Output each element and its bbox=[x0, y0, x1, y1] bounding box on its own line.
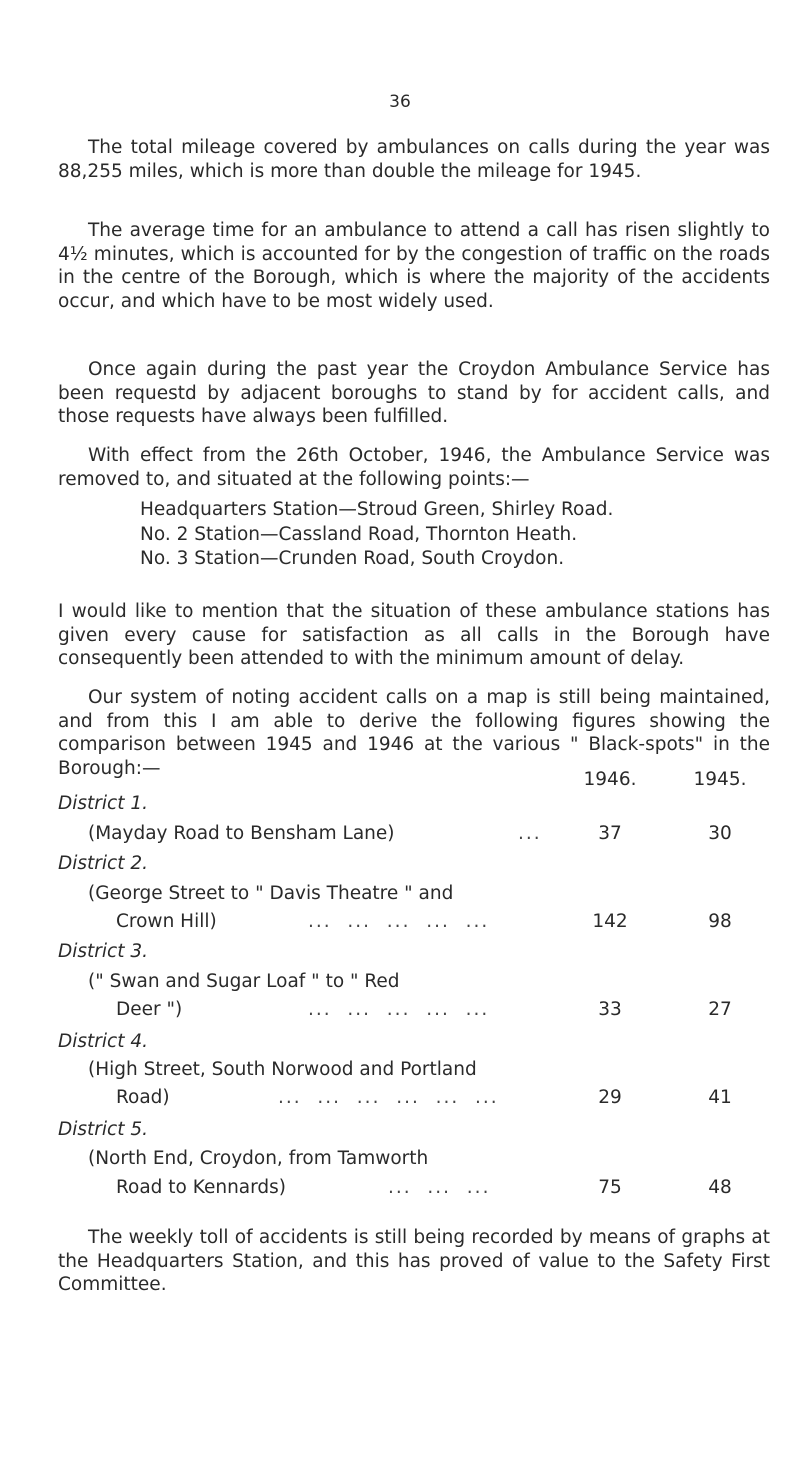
station-item: No. 2 Station—Cassland Road, Thornton Heath. bbox=[140, 523, 578, 545]
district-description: (George Street to " Davis Theatre " and bbox=[88, 883, 454, 904]
district-description-line bbox=[58, 1147, 770, 1171]
district-label: District 5. bbox=[58, 1119, 148, 1140]
district-description-cont: Road to Kennards) bbox=[116, 1177, 287, 1198]
district-description-cont: Road) bbox=[116, 1087, 170, 1108]
paragraph-relocation: With effect from the 26th October, 1946, the Ambulance Service was removed to, and situated at the following points:— bbox=[58, 445, 770, 490]
district-description: (High Street, South Norwood and Portland bbox=[88, 1059, 477, 1080]
value-1945: 48 bbox=[708, 1177, 732, 1198]
paragraph-satisfaction: I would like to mention that the situation of these ambulance stations has given every cause for satisfaction as all calls in the Borough have consequently been attended to with the minimum amount of delay. bbox=[58, 601, 770, 669]
value-1945: 98 bbox=[708, 911, 732, 932]
value-1946: 33 bbox=[598, 999, 622, 1020]
district-description: (Mayday Road to Bensham Lane) bbox=[88, 823, 395, 844]
column-header-1945: 1945. bbox=[693, 769, 747, 790]
paragraph-average-time: The average time for an ambulance to attend a call has risen slightly to 4½ minutes, which is accounted for by the congestion of traffic on the roads in the centre of the Borough, which is where the majority of the accidents occur, and which have to be most widely used. bbox=[58, 220, 770, 312]
leader-dots: ... ... ... ... ... bbox=[308, 911, 490, 932]
value-1946: 75 bbox=[598, 1177, 622, 1198]
value-1946: 37 bbox=[598, 823, 622, 844]
leader-dots: ... bbox=[518, 823, 542, 844]
stations-list bbox=[140, 498, 613, 572]
table-row bbox=[58, 1176, 770, 1200]
station-item: Headquarters Station—Stroud Green, Shirley Road. bbox=[140, 499, 614, 520]
value-1946: 142 bbox=[592, 911, 628, 932]
table-header-row bbox=[58, 768, 770, 792]
value-1945: 27 bbox=[708, 999, 732, 1020]
district-label: District 2. bbox=[58, 853, 148, 874]
paragraph-weekly-toll: The weekly toll of accidents is still being recorded by means of graphs at the Headquarters Station, and this has proved of value to the Safety First Committee. bbox=[58, 1227, 770, 1295]
district-label: District 4. bbox=[58, 1031, 148, 1052]
district-description-cont: Deer ") bbox=[116, 999, 183, 1020]
leader-dots: ... ... ... ... ... ... bbox=[278, 1087, 499, 1108]
district-description-cont: Crown Hill) bbox=[116, 911, 217, 932]
district-label: District 3. bbox=[58, 941, 148, 962]
value-1946: 29 bbox=[598, 1087, 622, 1108]
column-header-1946: 1946. bbox=[583, 769, 637, 790]
leader-dots: ... ... ... bbox=[388, 1177, 491, 1198]
table-row bbox=[58, 1086, 770, 1110]
table-row bbox=[58, 910, 770, 934]
paragraph-adjacent-boroughs: Once again during the past year the Croydon Ambulance Service has been requestd by adjacent boroughs to stand by for accident calls, and those requests have always been fulfilled. bbox=[58, 359, 770, 427]
page-number: 36 bbox=[389, 92, 411, 112]
district-description-line bbox=[58, 882, 770, 906]
district-label: District 1. bbox=[58, 793, 148, 814]
table-row bbox=[58, 998, 770, 1022]
district-description-line bbox=[58, 1058, 770, 1082]
district-description-line bbox=[58, 970, 770, 994]
leader-dots: ... ... ... ... ... bbox=[308, 999, 490, 1020]
district-description: (North End, Croydon, from Tamworth bbox=[88, 1148, 429, 1169]
value-1945: 41 bbox=[708, 1087, 732, 1108]
table-row bbox=[58, 822, 770, 846]
value-1945: 30 bbox=[708, 823, 732, 844]
paragraph-black-spots-intro: Our system of noting accident calls on a map is still being maintained, and from this I am able to derive the following figures showing the comparison between 1945 and 1946 at the various " Black-spots" in the Borough:— bbox=[58, 687, 770, 779]
paragraph-mileage: The total mileage covered by ambulances on calls during the year was 88,255 miles, which is more than double the mileage for 1945. bbox=[58, 137, 770, 182]
district-description: (" Swan and Sugar Loaf " to " Red bbox=[88, 971, 400, 992]
station-item: No. 3 Station—Crunden Road, South Croydon. bbox=[140, 548, 565, 569]
